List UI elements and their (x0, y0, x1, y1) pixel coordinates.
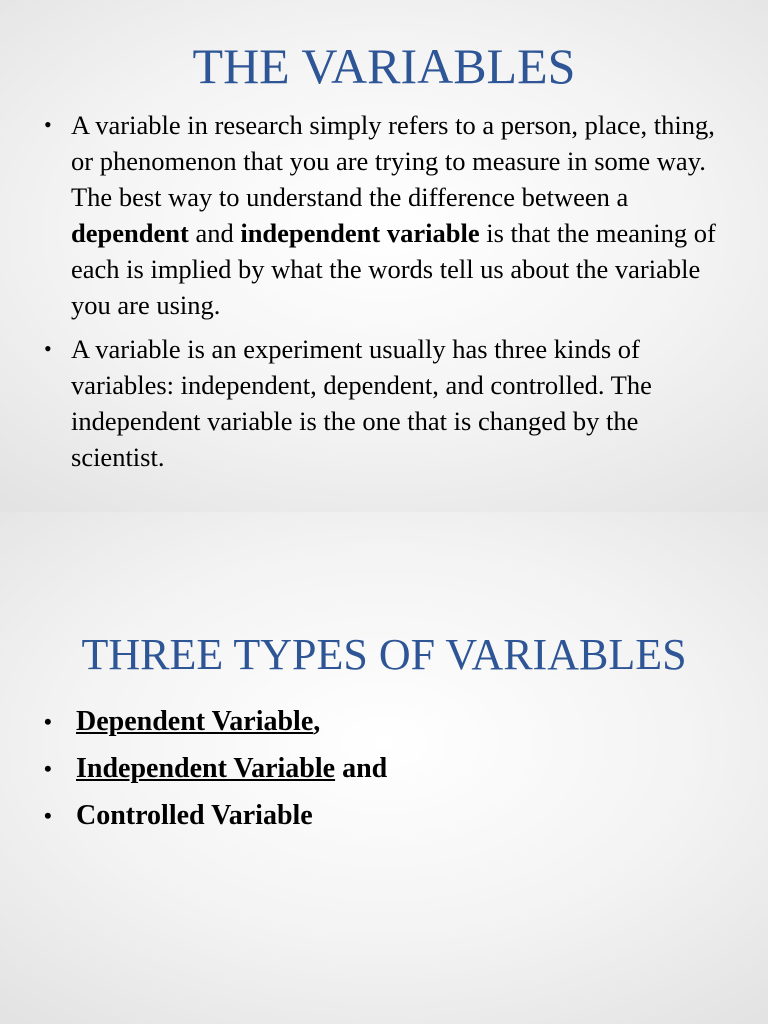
bullet-list (44, 698, 724, 839)
bullet-text: is that the meaning of each is implied by what the words tell us about the variable you are using. (71, 218, 716, 320)
bullet-icon: • (44, 336, 52, 361)
variable-type-name: Dependent Variable (76, 706, 314, 737)
bullet-item (44, 107, 724, 323)
bullet-icon: • (44, 709, 52, 734)
variable-type-name: Independent Variable (76, 753, 336, 784)
slide-title: THREE TYPES OF VARIABLES (81, 630, 687, 679)
bullet-item (44, 792, 724, 839)
bullet-item (44, 745, 724, 792)
bullet-text: A variable is an experiment usually has three kinds of variables: independent, dependent, and controlled. The independent variable is the one that is changed by the scientist. (71, 334, 652, 472)
bullet-text: and (188, 218, 241, 248)
bullet-item (44, 331, 724, 475)
slide-three-types (0, 512, 768, 1024)
bullet-item (44, 698, 724, 745)
bullet-icon: • (44, 756, 52, 781)
bold-term-dependent: dependent (71, 218, 189, 248)
slide-title: THE VARIABLES (192, 38, 576, 94)
variable-type-tail: , (313, 706, 321, 737)
variable-type-tail: Controlled Variable (76, 800, 313, 831)
bullet-icon: • (44, 112, 52, 137)
bullet-icon: • (44, 803, 52, 828)
variable-type-tail: and (335, 753, 388, 784)
bullet-list (44, 107, 724, 483)
bold-term-independent: independent variable (240, 218, 480, 248)
bullet-text: A variable in research simply refers to a person, place, thing, or phenomenon that you are trying to measure in some way. The best way to understand the difference between a (71, 110, 715, 212)
